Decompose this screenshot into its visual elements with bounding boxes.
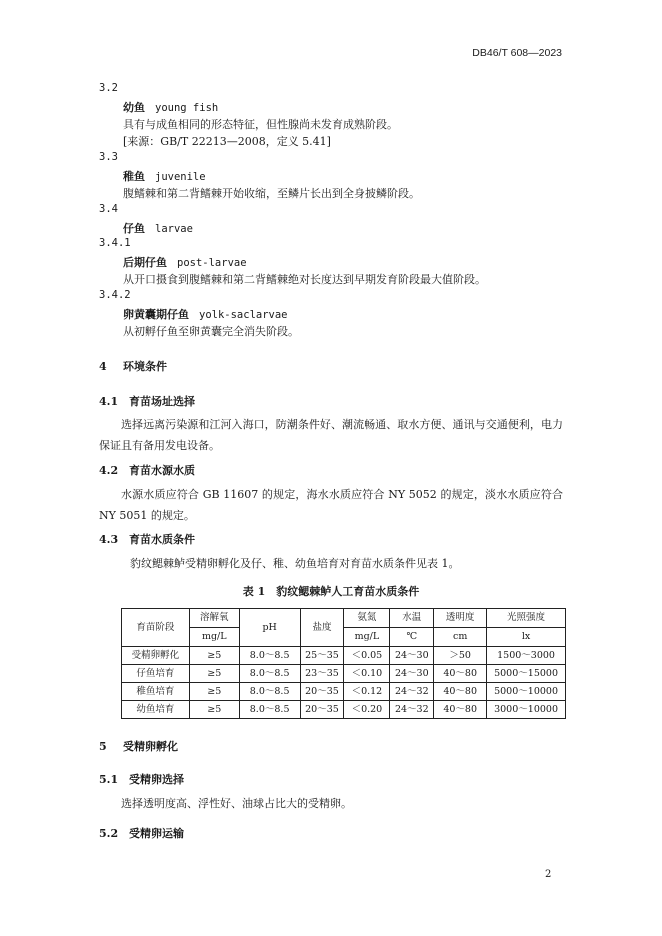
header-cell: 溶解氧 [189, 609, 239, 628]
term-en: larvae [155, 223, 193, 235]
header-unit-cell: mg/L [189, 628, 239, 647]
table-row [122, 647, 566, 665]
page-number: 2 [545, 869, 552, 880]
header-unit-cell: ℃ [390, 628, 434, 647]
term-definition: 从初孵仔鱼至卵黄囊完全消失阶段。 [123, 325, 299, 338]
header-cell: 氨氮 [344, 609, 390, 628]
term-cn: 仔鱼 [123, 222, 145, 235]
subsection-heading: 4.2 育苗水源水质 [99, 464, 195, 477]
header-cell: 透明度 [434, 609, 487, 628]
water-quality-table [121, 608, 566, 719]
term-source: [来源：GB/T 22213—2008，定义 5.41] [123, 135, 331, 148]
table-cell: 1500～3000 [487, 647, 566, 665]
table-header-row [122, 609, 566, 628]
section-paragraph: 选择透明度高、浮性好、油球占比大的受精卵。 [121, 797, 352, 810]
table-cell: 24～30 [390, 665, 434, 683]
term-number: 3.4.2 [99, 289, 131, 301]
section-paragraph: 水源水质应符合 GB 11607 的规定，海水水质应符合 NY 5052 的规定，淡水水质应符合 NY 5051 的规定。 [99, 488, 563, 522]
term-number: 3.4 [99, 203, 118, 215]
header-cell: 盐度 [300, 609, 344, 647]
table-cell: 仔鱼培育 [122, 665, 190, 683]
header-cell: 光照强度 [487, 609, 566, 628]
table-cell: 8.0～8.5 [239, 665, 300, 683]
term-heading [123, 220, 193, 236]
section-paragraph: 豹纹鳃棘鲈受精卵孵化及仔、稚、幼鱼培育对育苗水质条件见表 1。 [130, 557, 460, 570]
term-heading [123, 99, 218, 115]
table-caption: 表 1 豹纹鳃棘鲈人工育苗水质条件 [242, 585, 420, 598]
table-cell: 24～30 [390, 647, 434, 665]
table-cell: 稚鱼培育 [122, 683, 190, 701]
table-cell: 3000～10000 [487, 701, 566, 719]
term-definition: 从开口摄食到腹鳍棘和第二背鳍棘绝对长度达到早期发育阶段最大值阶段。 [123, 273, 486, 286]
table-cell: 5000～10000 [487, 683, 566, 701]
table-cell: ＜0.12 [344, 683, 390, 701]
term-cn: 卵黄囊期仔鱼 [123, 308, 189, 321]
term-number: 3.3 [99, 151, 118, 163]
term-cn: 稚鱼 [123, 170, 145, 183]
document-code-header: DB46/T 608—2023 [472, 47, 562, 59]
table-cell: 20～35 [300, 701, 344, 719]
term-definition: 腹鳍棘和第二背鳍棘开始收缩，至鳞片长出到全身披鳞阶段。 [123, 187, 420, 200]
subsection-heading: 4.1 育苗场址选择 [99, 395, 195, 408]
table-cell: 5000～15000 [487, 665, 566, 683]
table-cell: ≥5 [189, 647, 239, 665]
subsection-heading: 5.1 受精卵选择 [99, 773, 184, 786]
header-cell: pH [239, 609, 300, 647]
term-en: yolk-saclarvae [199, 309, 288, 321]
table-cell: ＞50 [434, 647, 487, 665]
table-cell: 40～80 [434, 665, 487, 683]
table-row [122, 701, 566, 719]
table-cell: ＜0.20 [344, 701, 390, 719]
table-cell: 幼鱼培育 [122, 701, 190, 719]
table-cell: ＜0.05 [344, 647, 390, 665]
table-cell: 25～35 [300, 647, 344, 665]
term-heading [123, 306, 288, 322]
table-cell: 40～80 [434, 683, 487, 701]
term-number: 3.4.1 [99, 237, 131, 249]
table-row [122, 683, 566, 701]
header-unit-cell: mg/L [344, 628, 390, 647]
term-en: juvenile [155, 171, 206, 183]
header-cell: 育苗阶段 [122, 609, 190, 647]
term-cn: 幼鱼 [123, 101, 145, 114]
table-cell: ≥5 [189, 701, 239, 719]
table-row [122, 665, 566, 683]
subsection-heading: 5.2 受精卵运输 [99, 827, 184, 840]
table-cell: 40～80 [434, 701, 487, 719]
table-cell: 8.0～8.5 [239, 647, 300, 665]
subsection-heading: 4.3 育苗水质条件 [99, 533, 195, 546]
section-heading: 4 环境条件 [99, 360, 167, 373]
table-cell: 24～32 [390, 683, 434, 701]
section-paragraph: 选择远离污染源和江河入海口，防潮条件好、潮流畅通、取水方便、通讯与交通便利，电力保证且有备用发电设备。 [99, 418, 563, 452]
table-cell: 20～35 [300, 683, 344, 701]
table-cell: 受精卵孵化 [122, 647, 190, 665]
table-cell: ≥5 [189, 683, 239, 701]
term-heading [123, 254, 247, 270]
term-heading [123, 168, 206, 184]
header-cell: 水温 [390, 609, 434, 628]
term-en: young fish [155, 102, 219, 114]
header-unit-cell: cm [434, 628, 487, 647]
table-cell: 8.0～8.5 [239, 701, 300, 719]
term-cn: 后期仔鱼 [123, 256, 167, 269]
term-definition: 具有与成鱼相同的形态特征，但性腺尚未发育成熟阶段。 [123, 118, 398, 131]
table-cell: 24～32 [390, 701, 434, 719]
table-cell: 8.0～8.5 [239, 683, 300, 701]
table-cell: ＜0.10 [344, 665, 390, 683]
term-en: post-larvae [177, 257, 247, 269]
header-unit-cell: lx [487, 628, 566, 647]
table-cell: ≥5 [189, 665, 239, 683]
table-cell: 23～35 [300, 665, 344, 683]
term-number: 3.2 [99, 82, 118, 94]
section-heading: 5 受精卵孵化 [99, 740, 178, 753]
